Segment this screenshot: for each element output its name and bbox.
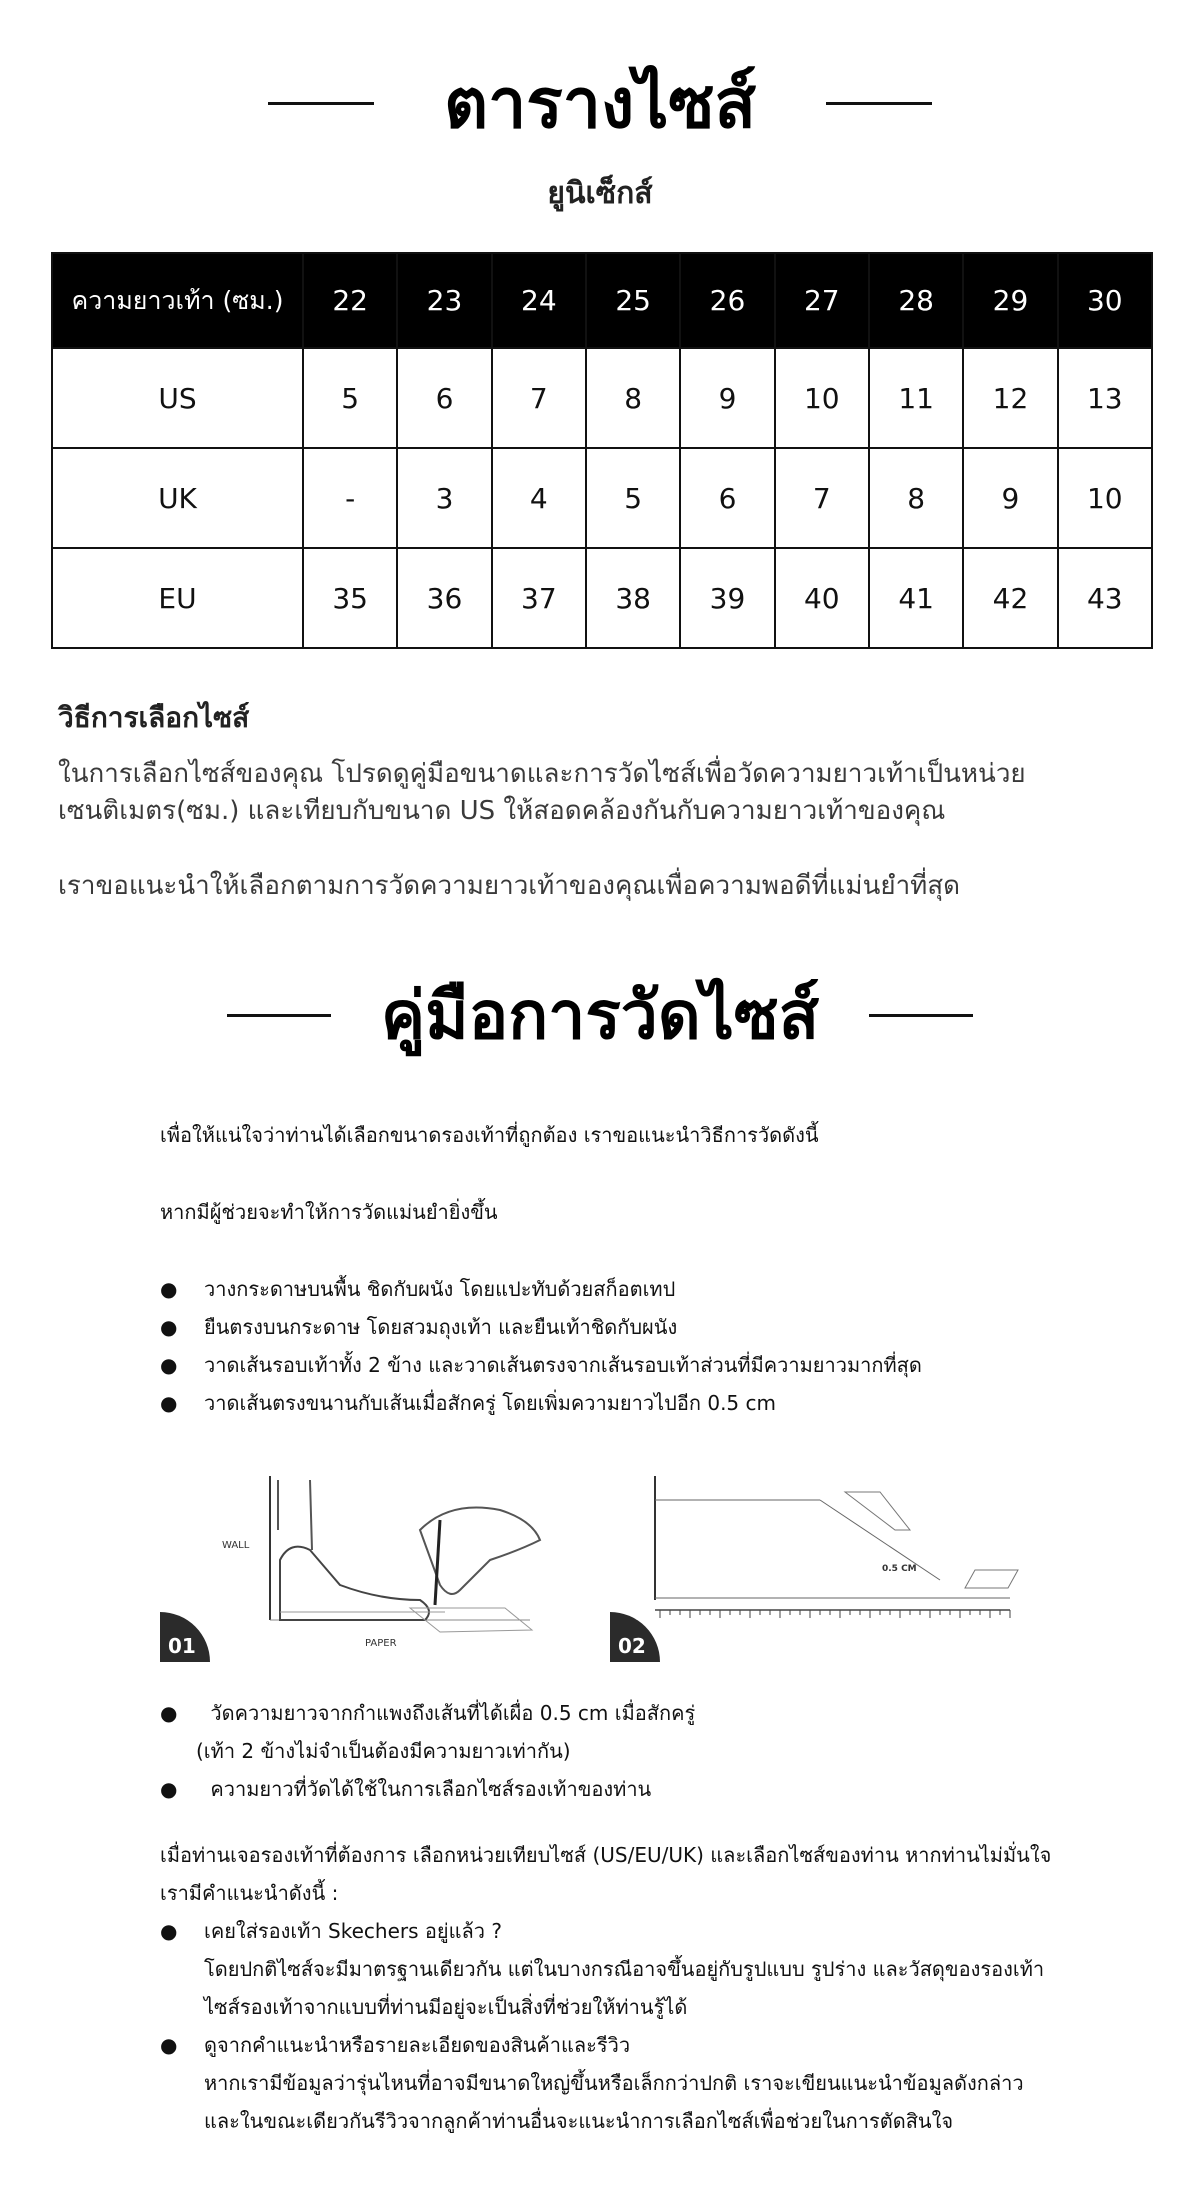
- table-row-us: [52, 348, 1152, 448]
- table-cell: 11: [869, 348, 963, 448]
- table-cell: 9: [963, 448, 1057, 548]
- step-text: วางกระดาษบนพื้น ชิดกับผนัง โดยแปะทับด้วยสก็อตเทป: [204, 1277, 676, 1301]
- after-text: วัดความยาวจากกำแพงถึงเส้นที่ได้เผื่อ 0.5 cm เมื่อสักครู่: [210, 1701, 696, 1725]
- row-label: UK: [52, 448, 303, 548]
- measuring-illustration-2: [610, 1470, 1030, 1660]
- list-item: ● วัดความยาวจากกำแพงถึงเส้นที่ได้เผื่อ 0.5 cm เมื่อสักครู่: [160, 1701, 696, 1725]
- measure-guide-title-row: [0, 960, 1200, 1070]
- list-item: ● วาดเส้นตรงขนานกับเส้นเมื่อสักครู่ โดยเพิ่มความยาวไปอีก 0.5 cm: [160, 1391, 776, 1415]
- table-cell: 36: [397, 548, 491, 648]
- wall-label: WALL: [222, 1540, 250, 1551]
- after-text: ความยาวที่วัดได้ใช้ในการเลือกไซส์รองเท้าของท่าน: [210, 1777, 652, 1801]
- list-item: ● ดูจากคำแนะนำหรือรายละเอียดของสินค้าและรีวิว: [160, 2033, 631, 2057]
- table-cell: 5: [303, 348, 397, 448]
- size-table-header: [52, 253, 1152, 348]
- tip-line: หากเรามีข้อมูลว่ารุ่นไหนที่อาจมีขนาดใหญ่ขึ้นหรือเล็กกว่าปกติ เราจะเขียนแนะนำข้อมูลดังกล่าว: [204, 2071, 1024, 2095]
- length-cell: 26: [680, 253, 774, 348]
- table-cell: 41: [869, 548, 963, 648]
- table-cell: 42: [963, 548, 1057, 648]
- title-divider-right: [826, 102, 932, 105]
- table-cell: 10: [1058, 448, 1152, 548]
- tip-line: ไซส์รองเท้าจากแบบที่ท่านมีอยู่จะเป็นสิ่งที่ช่วยให้ท่านรู้ได้: [204, 1995, 688, 2019]
- table-cell: 3: [397, 448, 491, 548]
- table-cell: 7: [775, 448, 869, 548]
- how-to-choose-paragraph: ในการเลือกไซส์ของคุณ โปรดดูคู่มือขนาดและการวัดไซส์เพื่อวัดความยาวเท้าเป็นหน่วยเซนติเมตร(ซม.) และเทียบกับขนาด US ให้สอดคล้องกันกับความยาวเท้าของคุณ: [58, 759, 1026, 826]
- step-badge-01: 01: [160, 1612, 210, 1662]
- size-chart-title-row: [0, 48, 1200, 158]
- title-divider-left: [268, 102, 374, 105]
- paper-label: PAPER: [365, 1638, 397, 1649]
- row-label: EU: [52, 548, 303, 648]
- table-row-eu: [52, 548, 1152, 648]
- table-cell: 7: [492, 348, 586, 448]
- table-cell: 4: [492, 448, 586, 548]
- advice-line-2: เรามีคำแนะนำดังนี้ :: [160, 1881, 339, 1905]
- ruler-drawing: [610, 1470, 1030, 1660]
- table-cell: 38: [586, 548, 680, 648]
- step-badge-02: 02: [610, 1612, 660, 1662]
- half-cm-label: 0.5 CM: [882, 1564, 917, 1574]
- guide-helper-note: หากมีผู้ช่วยจะทำให้การวัดแม่นยำยิ่งขึ้น: [160, 1200, 498, 1224]
- guide-intro: เพื่อให้แน่ใจว่าท่านได้เลือกขนาดรองเท้าที่ถูกต้อง เราขอแนะนำวิธีการวัดดังนี้: [160, 1123, 819, 1147]
- step-text: วาดเส้นตรงขนานกับเส้นเมื่อสักครู่ โดยเพิ่มความยาวไปอีก 0.5 cm: [204, 1391, 776, 1415]
- length-cell: 23: [397, 253, 491, 348]
- length-cell: 27: [775, 253, 869, 348]
- table-cell: 5: [586, 448, 680, 548]
- tip-line: โดยปกติไซส์จะมีมาตรฐานเดียวกัน แต่ในบางกรณีอาจขึ้นอยู่กับรูปแบบ รูปร่าง และวัสดุของรองเท้า: [204, 1957, 1045, 1981]
- table-cell: 6: [397, 348, 491, 448]
- table-cell: 43: [1058, 548, 1152, 648]
- table-cell: 35: [303, 548, 397, 648]
- table-cell: 6: [680, 448, 774, 548]
- table-row-uk: [52, 448, 1152, 548]
- table-cell: 37: [492, 548, 586, 648]
- tip-heading: ดูจากคำแนะนำหรือรายละเอียดของสินค้าและรีวิว: [204, 2033, 631, 2057]
- table-cell: 8: [586, 348, 680, 448]
- list-item: ● วาดเส้นรอบเท้าทั้ง 2 ข้าง และวาดเส้นตรงจากเส้นรอบเท้าส่วนที่มีความยาวมากที่สุด: [160, 1353, 922, 1377]
- size-chart-title: ตารางไซส์: [443, 65, 757, 144]
- foot-on-paper-drawing: [160, 1470, 560, 1660]
- title-divider-left: [227, 1014, 331, 1017]
- list-item: ● เคยใส่รองเท้า Skechers อยู่แล้ว ?: [160, 1919, 502, 1943]
- row-label: US: [52, 348, 303, 448]
- tip-heading: เคยใส่รองเท้า Skechers อยู่แล้ว ?: [204, 1919, 502, 1943]
- measure-guide-title: คู่มือการวัดไซส์: [381, 976, 819, 1054]
- length-cell: 24: [492, 253, 586, 348]
- table-cell: 13: [1058, 348, 1152, 448]
- length-cell: 29: [963, 253, 1057, 348]
- foot-length-header: ความยาวเท้า (ซม.): [52, 253, 303, 348]
- recommendation-paragraph: เราขอแนะนำให้เลือกตามการวัดความยาวเท้าของคุณเพื่อความพอดีที่แม่นยำที่สุด: [58, 871, 961, 901]
- length-cell: 22: [303, 253, 397, 348]
- advice-line-1: เมื่อท่านเจอรองเท้าที่ต้องการ เลือกหน่วยเทียบไซส์ (US/EU/UK) และเลือกไซส์ของท่าน หากท่านไม่มั่นใจ: [160, 1843, 1052, 1867]
- length-cell: 30: [1058, 253, 1152, 348]
- table-cell: 8: [869, 448, 963, 548]
- table-cell: 10: [775, 348, 869, 448]
- list-item: ● ยืนตรงบนกระดาษ โดยสวมถุงเท้า และยืนเท้าชิดกับผนัง: [160, 1315, 678, 1339]
- how-to-choose-heading: วิธีการเลือกไซส์: [58, 701, 250, 734]
- title-divider-right: [869, 1014, 973, 1017]
- list-item: ● วางกระดาษบนพื้น ชิดกับผนัง โดยแปะทับด้วยสก็อตเทป: [160, 1277, 676, 1301]
- measuring-illustration-1: [160, 1470, 560, 1660]
- table-cell: 40: [775, 548, 869, 648]
- tip-line: และในขณะเดียวกันรีวิวจากลูกค้าท่านอื่นจะแนะนำการเลือกไซส์เพื่อช่วยในการตัดสินใจ: [204, 2109, 954, 2133]
- table-cell: 39: [680, 548, 774, 648]
- size-chart-subtitle: ยูนิเซ็กส์: [547, 176, 653, 211]
- list-item: ● ความยาวที่วัดได้ใช้ในการเลือกไซส์รองเท้าของท่าน: [160, 1777, 652, 1801]
- table-cell: -: [303, 448, 397, 548]
- length-cell: 28: [869, 253, 963, 348]
- table-cell: 12: [963, 348, 1057, 448]
- size-table: [51, 252, 1153, 649]
- after-note: (เท้า 2 ข้างไม่จำเป็นต้องมีความยาวเท่ากัน): [196, 1739, 571, 1763]
- step-text: วาดเส้นรอบเท้าทั้ง 2 ข้าง และวาดเส้นตรงจากเส้นรอบเท้าส่วนที่มีความยาวมากที่สุด: [204, 1353, 922, 1377]
- length-cell: 25: [586, 253, 680, 348]
- table-cell: 9: [680, 348, 774, 448]
- step-text: ยืนตรงบนกระดาษ โดยสวมถุงเท้า และยืนเท้าชิดกับผนัง: [204, 1315, 678, 1339]
